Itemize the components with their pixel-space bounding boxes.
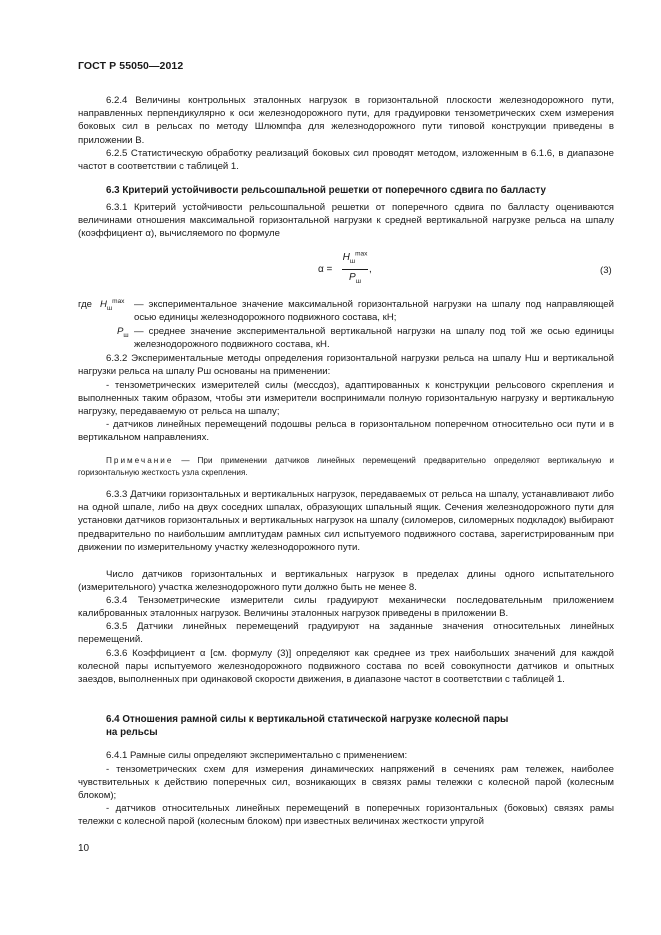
paragraph-6-3-2: 6.3.2 Экспериментальные методы определения горизонтальной нагрузки рельса на шпалу Hш и вертикальной нагрузки рельса на шпалу Pш основаны на применении: bbox=[78, 353, 614, 378]
bullet-displacement-sensors: - датчиков линейных перемещений подошвы рельса в горизонтальном поперечном относительно оси пути и в вертикальном направлениях. bbox=[78, 419, 614, 444]
note bbox=[78, 455, 614, 478]
where-label: где bbox=[78, 299, 93, 310]
paragraph-6-3-5: 6.3.5 Датчики линейных перемещений градуируют на заданные значения относительных линейных перемещений. bbox=[78, 621, 614, 646]
fraction-bar bbox=[342, 269, 368, 270]
note-text: — При применении датчиков линейных перемещений предварительно определяют вертикальную и горизонтальную жесткость узла скрепления. bbox=[78, 456, 614, 477]
document-header: ГОСТ Р 55050—2012 bbox=[78, 60, 184, 72]
paragraph-6-4-1: 6.4.1 Рамные силы определяют экспериментально с применением: bbox=[106, 750, 408, 761]
paragraph-6-3-4: 6.3.4 Тензометрические измерители силы градуируют механически последовательным приложением калиброванных эталонных нагрузок. Величины эталонных нагрузок приведены в приложении В. bbox=[78, 595, 614, 620]
note-label: Примечание bbox=[106, 456, 174, 465]
section-heading-6-4 bbox=[106, 713, 508, 739]
paragraph-6-2-4: 6.2.4 Величины контрольных эталонных нагрузок в горизонтальной плоскости железнодорожного пути, направленных перпендикулярно к оси железнодорожного пути, для градуировки тензометрических схем измерения боковых сил в рельсах по методу Шлюмпфа для железнодорожного пути типовой конструкции приведены в приложении В. bbox=[78, 95, 614, 146]
where2-sym: P bbox=[117, 326, 124, 337]
paragraph-6-3-3-count: Число датчиков горизонтальных и вертикальных нагрузок в пределах длины одного испытательного (измерительного) участка железнодорожного пути должно быть не менее 8. bbox=[78, 569, 614, 594]
equation-number: (3) bbox=[600, 265, 612, 276]
where1-symbol bbox=[100, 298, 130, 311]
formula-lhs: α = bbox=[318, 264, 333, 275]
formula-numerator bbox=[342, 252, 368, 263]
where2-definition: — среднее значение экспериментальной вертикальной нагрузки на шпалу под той же осью единицы железнодорожного подвижного состава, кН. bbox=[134, 326, 614, 351]
paragraph-6-3-1: 6.3.1 Критерий устойчивости рельсошпальной решетки от поперечного сдвига по балласту оцениваются величинами отношения максимальной горизонтальной нагрузки к средней вертикальной нагрузке рельса на шпалу (коэффициент α), вычисляемого по формуле bbox=[78, 202, 614, 240]
bullet-strain-schemes: - тензометрических схем для измерения динамических напряжений в сечениях рам тележек, наиболее чувствительных к действию поперечных сил, возникающих в связях рамы тележки с колесной парой (колесным блоком); bbox=[78, 764, 614, 802]
paragraph-6-2-5: 6.2.5 Статистическую обработку реализаций боковых сил проводят методом, изложенным в 6.1.6, в диапазоне частот в соответствии с таблицей 1. bbox=[78, 148, 614, 173]
formula-num-sub: ш bbox=[349, 258, 356, 265]
where1-sub: ш bbox=[106, 304, 113, 312]
section-heading-6-4-line2: на рельсы bbox=[106, 727, 158, 739]
where1-sup: max bbox=[112, 297, 125, 305]
bullet-strain-gauges: - тензометрических измерителей силы (мессдоз), адаптированных к конструкции рельсового скрепления и выполненных таким образом, чтобы эти измерители воспринимали полную горизонтальную нагрузку и вертикальную нагрузку, передаваемую от рельса на шпалу; bbox=[78, 380, 614, 418]
formula-den-sub: ш bbox=[355, 278, 361, 285]
paragraph-6-3-3: 6.3.3 Датчики горизонтальных и вертикальных нагрузок, передаваемых от рельса на шпалу, устанавливают либо на одной шпале, либо на двух соседних шпалах, образующих шпальный ящик. Сечения железнодорожного пути для установки датчиков горизонтальных и вертикальных нагрузок на шпалу (силомеров, силомерных подкладок) выбирают предварительно по наибольшим амплитудам рамных сил испытуемого подвижного состава, зарегистрированным при движении по измерительному участку железнодорожного пути. bbox=[78, 489, 614, 553]
formula-num-base: H bbox=[342, 252, 350, 263]
where1-definition: — экспериментальное значение максимальной горизонтальной нагрузки на шпалу под направляющей осью единицы железнодорожного подвижного состава, кН; bbox=[134, 299, 614, 324]
formula-den-base: P bbox=[349, 272, 356, 283]
formula-denominator bbox=[342, 272, 368, 283]
section-heading-6-4-line1: 6.4 Отношения рамной силы к вертикальной статической нагрузке колесной пары bbox=[106, 714, 509, 725]
formula-tail: , bbox=[369, 264, 372, 275]
formula-num-sup: max bbox=[355, 250, 368, 258]
bullet-relative-displacement-sensors: - датчиков относительных линейных перемещений в поперечных горизонтальных (боковых) связях рамы тележки с колесной парой (колесным блоком) при известных величинах жесткости упругой bbox=[78, 803, 614, 828]
paragraph-6-3-6: 6.3.6 Коэффициент α [см. формулу (3)] определяют как среднее из трех наибольших значений для каждой колесной пары испытуемого железнодорожного подвижного состава по всей совокупности датчиков и опытных заездов, выполненных при одинаковой скорости движения, в диапазоне частот в соответствии с таблицей 1. bbox=[78, 648, 614, 686]
page-number: 10 bbox=[78, 843, 90, 854]
where1-sym: H bbox=[100, 299, 107, 310]
section-heading-6-3: 6.3 Критерий устойчивости рельсошпальной решетки от поперечного сдвига по балласту bbox=[106, 185, 546, 196]
where2-sub: ш bbox=[123, 331, 129, 339]
formula-3 bbox=[318, 252, 438, 292]
where2-symbol bbox=[117, 325, 133, 338]
